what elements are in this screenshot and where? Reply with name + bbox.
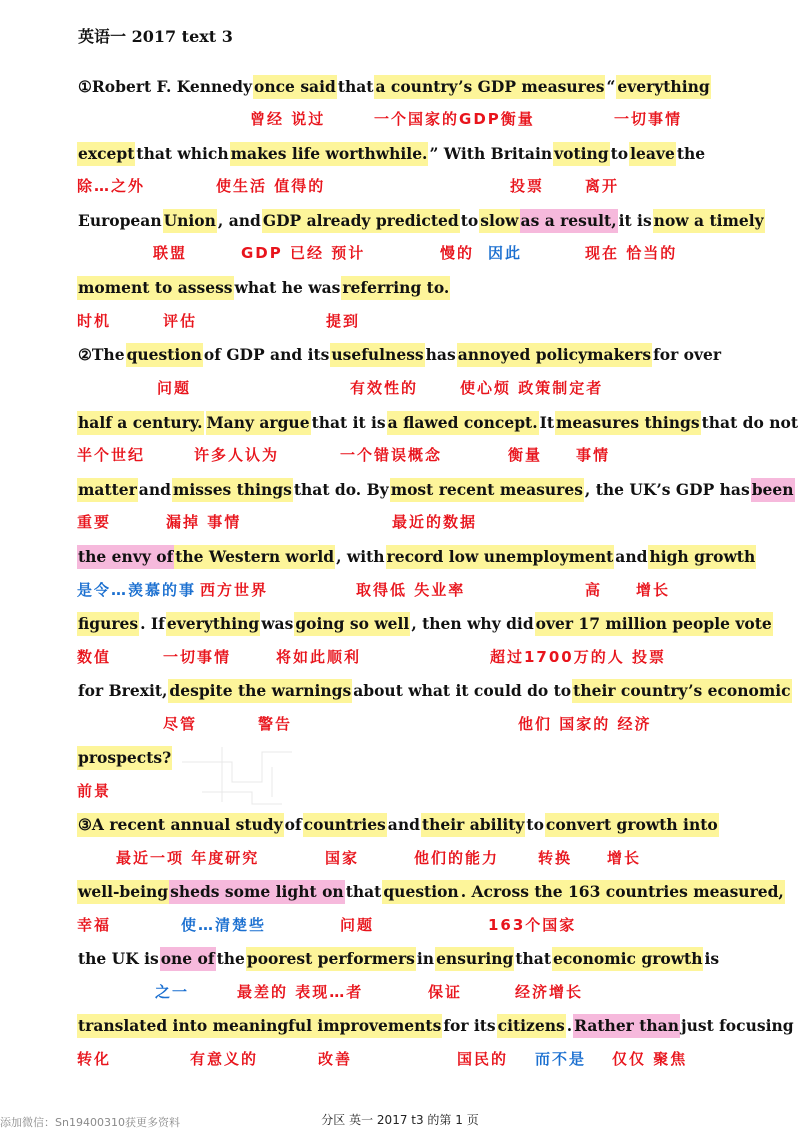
highlighted-phrase: countries [303,813,387,837]
plain-text: to [526,815,544,834]
chinese-annotation: 经济增长 [515,983,584,1001]
plain-text: to [610,144,629,163]
highlighted-phrase: high growth [648,545,756,569]
chinese-annotation: 有效性的 [350,379,419,397]
plain-text: the [676,144,706,163]
chinese-annotation: 警告 [258,715,293,733]
chinese-annotation: 最差的 表现…者 [237,983,364,1001]
chinese-annotation: 许多人认为 [194,446,280,464]
highlighted-phrase: moment to assess [77,276,234,300]
plain-text: ” With Britain [429,144,553,163]
chinese-annotation: 最近一项 年度研究 [116,849,260,867]
highlighted-phrase: GDP already predicted [262,209,460,233]
chinese-annotation: 改善 [318,1050,353,1068]
highlighted-phrase: everything [166,612,260,636]
highlighted-phrase: well-being [77,880,169,904]
chinese-annotation: 现在 恰当的 [585,244,678,262]
chinese-annotation: 投票 [510,177,545,195]
plain-text: , and [217,211,261,230]
plain-text: that which [136,144,229,163]
chinese-annotation: 他们 国家的 经济 [518,715,652,733]
plain-text: is [704,949,720,968]
highlighted-phrase: the envy of [77,545,174,569]
chinese-annotation: 重要 [77,513,112,531]
chinese-annotation: 国民的 [457,1050,509,1068]
highlighted-phrase: half a century. [77,411,204,435]
highlighted-phrase: matter [77,478,138,502]
english-line-10 [77,679,792,703]
plain-text: ①Robert F. Kennedy [78,77,253,96]
plain-text: that do. By [293,480,389,499]
highlighted-phrase: a flawed concept. [387,411,539,435]
highlighted-phrase: translated into meaningful improvements [77,1014,442,1038]
chinese-annotation: 时机 [77,312,112,330]
plain-text: , the UK’s GDP has [584,480,750,499]
highlighted-phrase: been [751,478,795,502]
highlighted-phrase: sheds some light on [169,880,345,904]
chinese-annotation: 幸福 [77,916,112,934]
plain-text: and [138,480,171,499]
plain-text: that do not [701,413,798,432]
chinese-annotation: 衡量 [508,446,543,464]
english-line-12 [77,813,719,837]
highlighted-phrase: record low unemployment [386,545,615,569]
watermark-text: 添加微信：Sn19400310获更多资料 [0,1116,180,1129]
highlighted-phrase: Many argue [206,411,311,435]
chinese-annotation: 一个国家的GDP衡量 [374,110,535,128]
chinese-annotation: 使…清楚些 [181,916,267,934]
highlighted-phrase: economic growth [552,947,703,971]
chinese-annotation: 提到 [326,312,361,330]
highlighted-phrase: Rather than [573,1014,680,1038]
chinese-annotation: 转化 [77,1050,112,1068]
highlighted-phrase: a country’s GDP measures [374,75,605,99]
chinese-annotation: 仅仅 聚焦 [612,1050,688,1068]
english-line-3 [77,209,765,233]
chinese-annotation: 163个国家 [488,916,577,934]
english-line-7 [77,478,795,502]
highlighted-phrase: question [382,880,459,904]
highlighted-phrase: referring to. [341,276,450,300]
highlighted-phrase: going so well [294,612,410,636]
plain-text: of GDP and its [203,345,330,364]
english-line-1 [77,75,711,99]
highlighted-phrase: usefulness [330,343,424,367]
highlighted-phrase: slow [479,209,519,233]
english-line-9 [77,612,773,636]
chinese-annotation: 慢的 [440,244,475,262]
page-footer: 分区 英一 2017 t3 的第 1 页 [321,1113,479,1127]
highlighted-phrase: their country’s economic [572,679,791,703]
chinese-annotation: 转换 [538,849,573,867]
highlighted-phrase: voting [553,142,610,166]
highlighted-phrase: Union [163,209,217,233]
chinese-annotation: 事情 [576,446,611,464]
plain-text: , then why did [411,614,534,633]
highlighted-phrase: poorest performers [246,947,416,971]
highlighted-phrase: prospects? [77,746,172,770]
highlighted-phrase: measures things [555,411,701,435]
highlighted-phrase: one of [160,947,216,971]
english-line-5 [77,343,722,367]
plain-text: it is [618,211,652,230]
chinese-annotation: 使心烦 政策制定者 [460,379,604,397]
plain-text: and [615,547,648,566]
faint-grid-mark [172,742,322,812]
chinese-annotation: 西方世界 [200,581,269,599]
plain-text: the [216,949,245,968]
highlighted-phrase: figures [77,612,139,636]
english-line-11 [77,746,172,770]
plain-text: . If [140,614,165,633]
highlighted-phrase: leave [629,142,676,166]
plain-text: just focusing [680,1016,794,1035]
chinese-annotation: 数值 [77,648,112,666]
plain-text: that [345,882,382,901]
plain-text: what he was [234,278,341,297]
highlighted-phrase: convert growth into [545,813,719,837]
chinese-annotation: 联盟 [153,244,188,262]
chinese-annotation: 一切事情 [614,110,683,128]
highlighted-phrase: now a timely [653,209,765,233]
chinese-annotation: 而不是 [535,1050,587,1068]
highlighted-phrase: makes life worthwhile. [230,142,429,166]
chinese-annotation: 除…之外 [77,177,146,195]
english-line-13 [77,880,785,904]
highlighted-phrase: over 17 million people vote [535,612,773,636]
plain-text: , with [336,547,385,566]
english-line-15 [77,1014,795,1038]
chinese-annotation: 一个错误概念 [340,446,443,464]
highlighted-phrase: despite the warnings [168,679,352,703]
page-title: 英语一 2017 text 3 [78,27,233,46]
chinese-annotation: 国家 [325,849,360,867]
highlighted-phrase: their ability [421,813,525,837]
highlighted-phrase: question [126,343,203,367]
chinese-annotation: 将如此顺利 [276,648,362,666]
highlighted-phrase: annoyed policymakers [457,343,652,367]
plain-text: the UK is [78,949,159,968]
chinese-annotation: 使生活 值得的 [216,177,326,195]
plain-text: in [416,949,435,968]
highlighted-phrase: the Western world [174,545,335,569]
highlighted-phrase: ③A recent annual study [77,813,284,837]
chinese-annotation: 前景 [77,782,112,800]
plain-text: It [539,413,555,432]
highlighted-phrase: . Across the 163 countries measured, [460,880,785,904]
plain-text: ②The [78,345,125,364]
plain-text: has [425,345,456,364]
english-line-6 [77,411,799,435]
highlighted-phrase: ensuring [435,947,514,971]
plain-text: to [460,211,479,230]
chinese-annotation: 漏掉 事情 [166,513,242,531]
english-line-14 [77,947,720,971]
chinese-annotation: 高 [585,581,603,599]
chinese-annotation: 问题 [340,916,375,934]
plain-text: about what it could do to [353,681,572,700]
highlighted-phrase: once said [253,75,337,99]
chinese-annotation: 取得低 失业率 [356,581,466,599]
chinese-annotation: 最近的数据 [392,513,478,531]
chinese-annotation: 他们的能力 [414,849,500,867]
plain-text: for over [653,345,722,364]
chinese-annotation: 评估 [163,312,198,330]
plain-text: . [566,1016,573,1035]
chinese-annotation: 尽管 [163,715,198,733]
highlighted-phrase: except [77,142,135,166]
plain-text: European [78,211,162,230]
plain-text: for Brexit, [78,681,168,700]
plain-text: and [387,815,420,834]
chinese-annotation: 半个世纪 [77,446,146,464]
english-line-8 [77,545,756,569]
chinese-annotation: 有意义的 [190,1050,259,1068]
chinese-annotation: 因此 [488,244,523,262]
chinese-annotation: 问题 [157,379,192,397]
chinese-annotation: 超过1700万的人 投票 [490,648,666,666]
highlighted-phrase: misses things [172,478,293,502]
plain-text: for its [443,1016,496,1035]
plain-text: of [284,815,302,834]
highlighted-phrase: most recent measures [390,478,584,502]
english-line-2 [77,142,706,166]
chinese-annotation: 曾经 说过 [250,110,326,128]
chinese-annotation: GDP 已经 预计 [241,244,366,262]
plain-text: that it is [311,413,386,432]
chinese-annotation: 增长 [607,849,642,867]
highlighted-phrase: everything [616,75,710,99]
chinese-annotation: 是令…羡慕的事 [77,581,197,599]
chinese-annotation: 离开 [585,177,620,195]
chinese-annotation: 保证 [428,983,463,1001]
plain-text: was [261,614,294,633]
plain-text: “ [606,77,616,96]
plain-text: that [337,77,374,96]
plain-text: that [515,949,551,968]
highlighted-phrase: citizens [497,1014,566,1038]
chinese-annotation: 之一 [155,983,190,1001]
chinese-annotation: 一切事情 [163,648,232,666]
highlighted-phrase: as a result, [520,209,618,233]
english-line-4 [77,276,450,300]
chinese-annotation: 增长 [636,581,671,599]
